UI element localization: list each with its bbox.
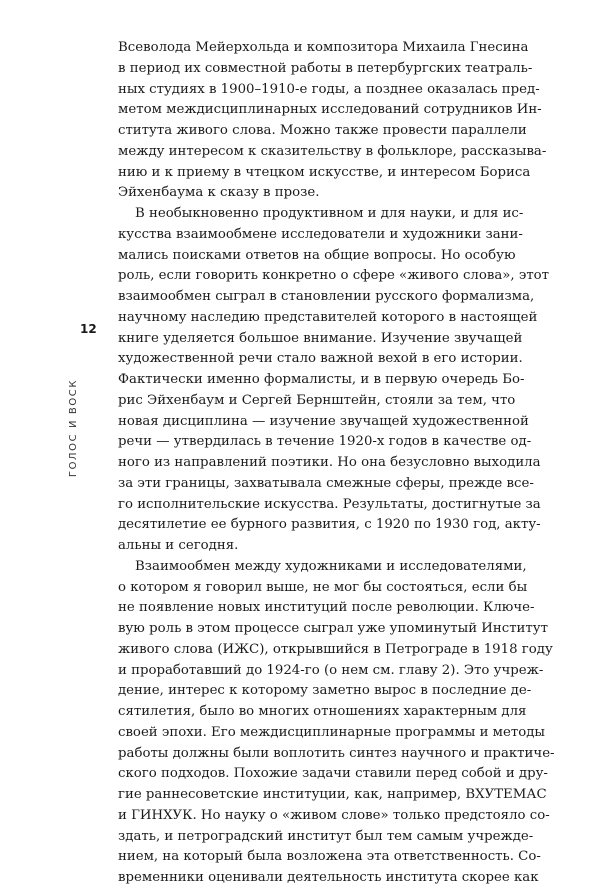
- text-line: ного из направлений поэтики. Но она безусловно выходила: [118, 455, 541, 470]
- text-line: ных студиях в 1900–1910-е годы, а позднее оказалась пред-: [118, 81, 540, 97]
- text-line: гие раннесоветские институции, как, например, ВХУТЕМАС: [118, 787, 547, 802]
- text-line: здать, и петроградский институт был тем самым учрежде-: [118, 828, 534, 844]
- text-line: роль, если говорить конкретно о сфере «живого слова», этот: [118, 268, 550, 284]
- text-line: художественной речи стало важной вехой в его истории.: [118, 351, 523, 367]
- text-line: новая дисциплина — изучение звучащей художественной: [118, 413, 529, 429]
- text-line: и проработавший до 1924-го (о нем см. главу 2). Это учреж-: [118, 662, 544, 678]
- text-line: Фактически именно формалисты, и в первую очередь Бо-: [118, 372, 525, 387]
- text-line: не появление новых институций после революции. Ключе-: [118, 600, 535, 616]
- paragraph-1: [118, 38, 547, 204]
- text-line: Эйхенбаума к сказу в прозе.: [118, 185, 320, 201]
- text-line: ститута живого слова. Можно также провести параллели: [118, 123, 527, 138]
- text-line: работы должны были воплотить синтез научного и практиче-: [118, 745, 555, 761]
- body-text: [118, 38, 555, 889]
- text-line: живого слова (ИЖС), открывшийся в Петрограде в 1918 году: [118, 641, 553, 657]
- text-line: рис Эйхенбаум и Сергей Бернштейн, стояли за тем, что: [118, 392, 516, 408]
- text-line: книге уделяется большое внимание. Изучение звучащей: [118, 330, 523, 346]
- running-head: ГОЛОС И ВОСК: [68, 378, 79, 478]
- text-line: ского подходов. Похожие задачи ставили перед собой и дру-: [118, 766, 548, 782]
- text-line: вую роль в этом процессе сыграл уже упоминутый Институт: [118, 621, 548, 636]
- text-line: Всеволода Мейерхольда и композитора Михаила Гнесина: [118, 40, 529, 55]
- page-number: 12: [80, 322, 97, 336]
- text-line: десятилетие ее бурного развития, с 1920 по 1930 год, акту-: [118, 517, 541, 533]
- text-line: между интересом к сказительству в фольклоре, рассказыва-: [118, 143, 547, 159]
- paragraph-3: [118, 557, 555, 889]
- text-line: научному наследию представителей которого в настоящей: [118, 309, 538, 325]
- text-line: своей эпохи. Его междисциплинарные программы и методы: [118, 724, 546, 740]
- text-line: временники оценивали деятельность института скорее как: [118, 870, 539, 885]
- paragraph-2: [118, 204, 550, 557]
- text-line: дение, интерес к которому заметно вырос в последние де-: [118, 683, 532, 699]
- text-line: Взаимообмен между художниками и исследователями,: [135, 558, 527, 574]
- text-line: нию и к приему в чтецком искусстве, и интересом Бориса: [118, 164, 531, 180]
- text-line: мались поисками ответов на общие вопросы. Но особую: [118, 247, 516, 263]
- text-line: метом междисциплинарных исследований сотрудников Ин-: [118, 102, 542, 118]
- text-line: нием, на который была возложена эта ответственность. Со-: [118, 849, 541, 865]
- text-line: речи — утвердилась в течение 1920-х годов в качестве од-: [118, 434, 532, 450]
- text-line: за эти границы, захватывала смежные сферы, прежде все-: [118, 475, 534, 491]
- text-line: и ГИНХУК. Но науку о «живом слове» только предстояло со-: [118, 807, 550, 823]
- text-line: сятилетия, было во многих отношениях характерным для: [118, 704, 527, 719]
- text-line: взаимообмен сыграл в становлении русского формализма,: [118, 289, 535, 304]
- text-line: го исполнительские искусства. Результаты, достигнутые за: [118, 496, 541, 512]
- text-line: В необыкновенно продуктивном и для науки, и для ис-: [135, 206, 524, 221]
- text-line: в период их совместной работы в петербургских театраль-: [118, 60, 533, 76]
- text-line: альны и сегодня.: [118, 538, 239, 553]
- text-line: кусства взаимообмене исследователи и художники зани-: [118, 226, 523, 242]
- text-line: о котором я говорил выше, не мог бы состояться, если бы: [118, 579, 528, 595]
